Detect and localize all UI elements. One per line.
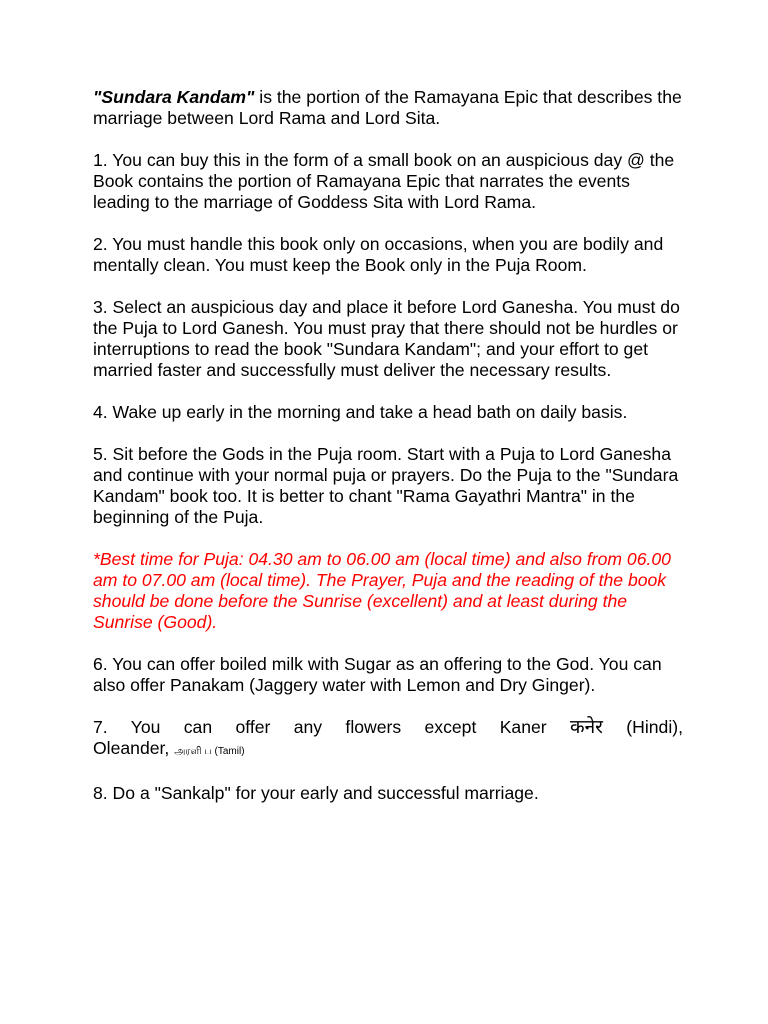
document-page xyxy=(93,87,683,825)
point-3: 3. Select an auspicious day and place it before Lord Ganesha. You must do the Puja to Lord Ganesh. You must pray that there should not be hurdles or interruptions to read the book "Sundara Kandam"; and your effort to get married faster and successfully must deliver the necessary results. xyxy=(93,297,680,380)
oleander-text: Oleander, xyxy=(93,738,175,758)
point-8: 8. Do a "Sankalp" for your early and successful marriage. xyxy=(93,783,539,803)
point-4: 4. Wake up early in the morning and take a head bath on daily basis. xyxy=(93,402,628,422)
point-7-line-2 xyxy=(93,738,683,762)
hindi-word: कनेर xyxy=(570,716,603,738)
intro-title: "Sundara Kandam" xyxy=(93,87,255,107)
puja-time-note: *Best time for Puja: 04.30 am to 06.00 am (local time) and also from 06.00 am to 07.00 am (local time). The Prayer, Puja and the reading of the book should be done before the Sunrise (excellent) and at least during the Sunrise (Good). xyxy=(93,549,671,632)
point-2: 2. You must handle this book only on occasions, when you are bodily and mentally clean. You must keep the Book only in the Puja Room. xyxy=(93,234,664,275)
point-1: 1. You can buy this in the form of a small book on an auspicious day @ the Book contains the portion of Ramayana Epic that narrates the events leading to the marriage of Goddess Sita with Lord Rama. xyxy=(93,150,675,212)
point-7-line-1 xyxy=(93,717,683,738)
tamil-word: அரளி ப xyxy=(174,746,212,757)
point-6: 6. You can offer boiled milk with Sugar as an offering to the God. You can also offer Panakam (Jaggery water with Lemon and Dry Ginger). xyxy=(93,654,662,695)
intro-text: is the portion of the Ramayana Epic that describes the marriage between Lord Rama and Lord Sita. xyxy=(93,87,682,128)
tamil-label: (Tamil) xyxy=(211,746,245,757)
intro-paragraph xyxy=(93,87,683,129)
point-5: 5. Sit before the Gods in the Puja room. Start with a Puja to Lord Ganesha and continue with your normal puja or prayers. Do the Puja to the "Sundara Kandam" book too. It is better to chant "Rama Gayathri Mantra" in the beginning of the Puja. xyxy=(93,444,679,527)
hindi-label: (Hindi), xyxy=(626,717,683,737)
point-7-text: 7. You can offer any flowers except Kaner xyxy=(93,717,547,737)
point-7 xyxy=(93,717,683,762)
